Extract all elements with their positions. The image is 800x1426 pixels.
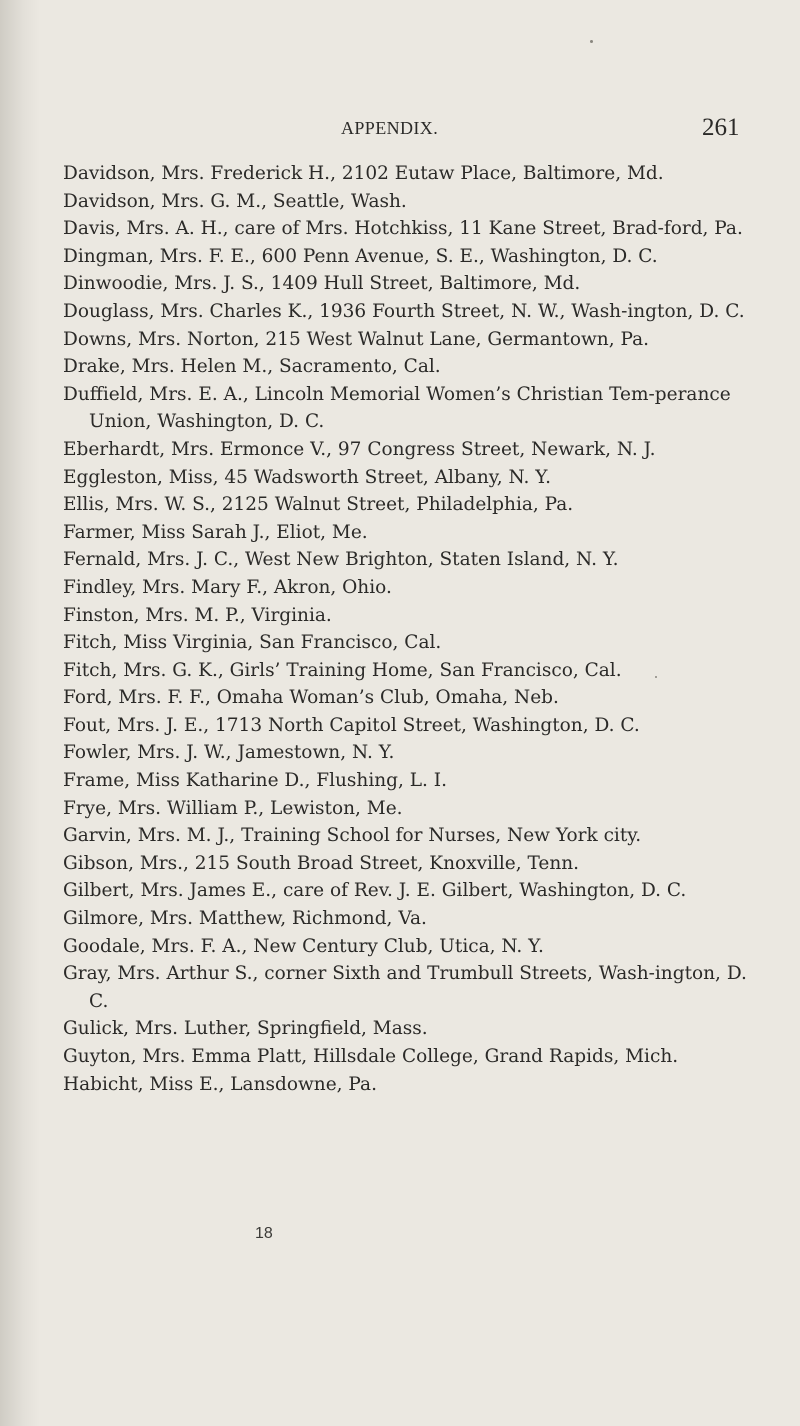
list-item: Guyton, Mrs. Emma Platt, Hillsdale College, Grand Rapids, Mich. xyxy=(63,1046,679,1067)
list-item: Fitch, Mrs. G. K., Girls’ Training Home, San Francisco, Cal. xyxy=(63,659,622,681)
list-item: Gulick, Mrs. Luther, Springfield, Mass. xyxy=(63,1018,428,1040)
directory-list xyxy=(63,160,763,1098)
list-item: Davidson, Mrs. Frederick H., 2102 Eutaw Place, Baltimore, Md. xyxy=(63,163,664,184)
list-item: Davis, Mrs. A. H., care of Mrs. Hotchkiss, 11 Kane Street, Brad-ford, Pa. xyxy=(63,218,743,240)
list-item: Garvin, Mrs. M. J., Training School for Nurses, New York city. xyxy=(63,825,642,847)
page-header xyxy=(0,114,800,144)
list-item: Frame, Miss Katharine D., Flushing, L. I. xyxy=(63,770,447,792)
list-item: Habicht, Miss E., Lansdowne, Pa. xyxy=(63,1073,377,1095)
list-item: Davidson, Mrs. G. M., Seattle, Wash. xyxy=(63,190,407,212)
list-item: Gray, Mrs. Arthur S., corner Sixth and Trumbull Streets, Wash-ington, D. C. xyxy=(63,963,747,1012)
list-item: Gilmore, Mrs. Matthew, Richmond, Va. xyxy=(63,908,427,930)
list-item: Dinwoodie, Mrs. J. S., 1409 Hull Street, Baltimore, Md. xyxy=(63,273,581,295)
list-item: Eggleston, Miss, 45 Wadsworth Street, Albany, N. Y. xyxy=(63,466,551,488)
list-item: Dingman, Mrs. F. E., 600 Penn Avenue, S. E., Washington, D. C. xyxy=(63,245,658,267)
list-item: Downs, Mrs. Norton, 215 West Walnut Lane, Germantown, Pa. xyxy=(63,328,649,350)
page-number: 261 xyxy=(702,114,740,141)
list-item: Farmer, Miss Sarah J., Eliot, Me. xyxy=(63,521,368,543)
list-item: Ellis, Mrs. W. S., 2125 Walnut Street, Philadelphia, Pa. xyxy=(63,494,574,516)
list-item: Finston, Mrs. M. P., Virginia. xyxy=(63,604,332,626)
list-item: Douglass, Mrs. Charles K., 1936 Fourth Street, N. W., Wash-ington, D. C. xyxy=(63,300,745,322)
list-item: Duffield, Mrs. E. A., Lincoln Memorial Women’s Christian Tem-perance Union, Washington, D. C. xyxy=(63,383,731,433)
list-item: Fernald, Mrs. J. C., West New Brighton, Staten Island, N. Y. xyxy=(63,549,619,571)
running-title: APPENDIX. xyxy=(341,118,439,138)
list-item: Eberhardt, Mrs. Ermonce V., 97 Congress Street, Newark, N. J. xyxy=(63,438,656,460)
list-item: Fout, Mrs. J. E., 1713 North Capitol Street, Washington, D. C. xyxy=(63,714,640,736)
list-item: Gibson, Mrs., 215 South Broad Street, Knoxville, Tenn. xyxy=(63,852,580,874)
paper-speck xyxy=(655,676,657,678)
signature-mark: 18 xyxy=(255,1225,273,1242)
list-item: Fowler, Mrs. J. W., Jamestown, N. Y. xyxy=(63,742,395,764)
list-item: Drake, Mrs. Helen M., Sacramento, Cal. xyxy=(63,356,441,378)
paper-speck xyxy=(590,40,593,43)
list-item: Fitch, Miss Virginia, San Francisco, Cal. xyxy=(63,632,442,654)
list-item: Goodale, Mrs. F. A., New Century Club, Utica, N. Y. xyxy=(63,935,544,957)
binding-shadow xyxy=(0,0,40,1426)
list-item: Ford, Mrs. F. F., Omaha Woman’s Club, Omaha, Neb. xyxy=(63,687,559,709)
list-item: Frye, Mrs. William P., Lewiston, Me. xyxy=(63,797,403,819)
list-item: Gilbert, Mrs. James E., care of Rev. J. E. Gilbert, Washington, D. C. xyxy=(63,880,687,902)
list-item: Findley, Mrs. Mary F., Akron, Ohio. xyxy=(63,576,392,598)
